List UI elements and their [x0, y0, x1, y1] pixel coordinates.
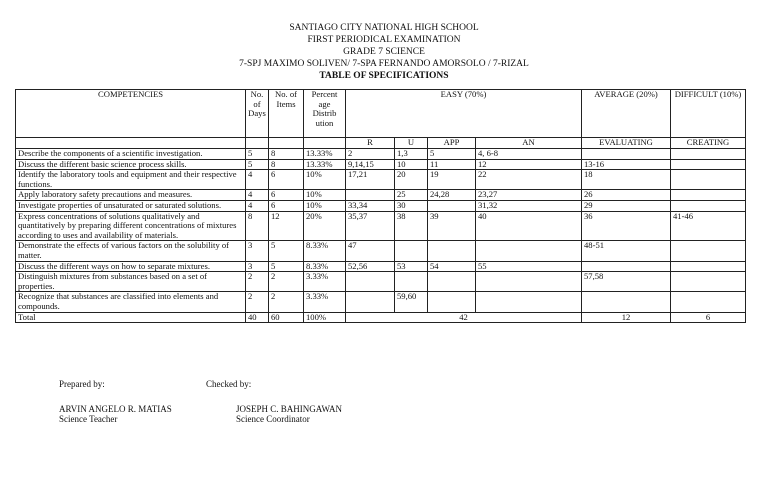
days-cell: 5 — [246, 159, 269, 170]
evaluating-cell: 57,58 — [582, 272, 671, 292]
creating-cell — [671, 261, 746, 272]
checked-by-name: JOSEPH C. BAHINGAWAN — [236, 404, 343, 414]
percent-cell: 10% — [304, 170, 346, 190]
creating-cell — [671, 190, 746, 201]
school-name: SANTIAGO CITY NATIONAL HIGH SCHOOL — [289, 23, 479, 33]
document-header — [0, 22, 768, 82]
competency-cell: Identify the laboratory tools and equipment and their respective functions. — [16, 170, 246, 190]
creating-cell — [671, 272, 746, 292]
days-cell: 4 — [246, 200, 269, 211]
analyzing-cell — [476, 292, 582, 312]
applying-cell — [428, 241, 476, 261]
days-cell: 3 — [246, 241, 269, 261]
prepared-by-label: Prepared by: — [59, 379, 105, 389]
table-row — [16, 272, 746, 292]
analyzing-cell: 12 — [476, 159, 582, 170]
total-items: 60 — [269, 312, 304, 323]
understanding-cell: 25 — [395, 190, 428, 201]
days-cell: 4 — [246, 170, 269, 190]
grade-level: GRADE 7 SCIENCE — [343, 47, 425, 57]
days-cell: 5 — [246, 149, 269, 160]
percent-cell: 3.33% — [304, 292, 346, 312]
items-cell: 8 — [269, 149, 304, 160]
percent-cell: 8.33% — [304, 261, 346, 272]
remembering-cell — [346, 292, 395, 312]
items-cell: 6 — [269, 190, 304, 201]
table-row — [16, 261, 746, 272]
applying-cell: 39 — [428, 211, 476, 241]
items-cell: 12 — [269, 211, 304, 241]
table-row — [16, 170, 746, 190]
specifications-table — [15, 89, 746, 323]
analyzing-cell — [476, 241, 582, 261]
evaluating-cell: 18 — [582, 170, 671, 190]
table-row — [16, 190, 746, 201]
remembering-cell: 33,34 — [346, 200, 395, 211]
total-percent: 100% — [304, 312, 346, 323]
exam-name: FIRST PERIODICAL EXAMINATION — [307, 35, 461, 45]
remembering-header: R — [346, 138, 395, 149]
creating-cell — [671, 170, 746, 190]
evaluating-cell: 29 — [582, 200, 671, 211]
analyzing-cell: 23,27 — [476, 190, 582, 201]
applying-header: APP — [428, 138, 476, 149]
competencies-header: COMPETENCIES — [16, 90, 246, 138]
days-cell: 8 — [246, 211, 269, 241]
document-title: TABLE OF SPECIFICATIONS — [319, 71, 449, 81]
understanding-cell: 10 — [395, 159, 428, 170]
creating-cell — [671, 200, 746, 211]
analyzing-cell: 55 — [476, 261, 582, 272]
days-header: No. of Days — [246, 90, 269, 138]
applying-cell — [428, 292, 476, 312]
percent-cell: 10% — [304, 200, 346, 211]
creating-header: CREATING — [671, 138, 746, 149]
days-cell: 4 — [246, 190, 269, 201]
analyzing-cell: 40 — [476, 211, 582, 241]
table-row — [16, 159, 746, 170]
understanding-cell: 1,3 — [395, 149, 428, 160]
analyzing-cell — [476, 272, 582, 292]
table-row — [16, 211, 746, 241]
applying-cell: 11 — [428, 159, 476, 170]
applying-cell — [428, 272, 476, 292]
easy-header: EASY (70%) — [346, 90, 582, 138]
competency-cell: Distinguish mixtures from substances based on a set of properties. — [16, 272, 246, 292]
remembering-cell: 17,21 — [346, 170, 395, 190]
items-cell: 2 — [269, 272, 304, 292]
creating-cell: 41-46 — [671, 211, 746, 241]
remembering-cell — [346, 190, 395, 201]
items-cell: 5 — [269, 261, 304, 272]
table-row — [16, 241, 746, 261]
competency-cell: Describe the components of a scientific investigation. — [16, 149, 246, 160]
remembering-cell: 47 — [346, 241, 395, 261]
competency-cell: Investigate properties of unsaturated or saturated solutions. — [16, 200, 246, 211]
percent-cell: 13.33% — [304, 149, 346, 160]
total-easy: 42 — [346, 312, 582, 323]
percent-cell: 8.33% — [304, 241, 346, 261]
applying-cell: 5 — [428, 149, 476, 160]
items-header: No. of Items — [269, 90, 304, 138]
applying-cell — [428, 200, 476, 211]
items-cell: 2 — [269, 292, 304, 312]
competency-cell: Discuss the different ways on how to separate mixtures. — [16, 261, 246, 272]
days-cell: 2 — [246, 272, 269, 292]
evaluating-header: EVALUATING — [582, 138, 671, 149]
table-subheader-row — [16, 138, 746, 149]
difficult-header: DIFFICULT (10%) — [671, 90, 746, 138]
total-days: 40 — [246, 312, 269, 323]
evaluating-cell — [582, 149, 671, 160]
analyzing-header: AN — [476, 138, 582, 149]
competency-cell: Discuss the different basic science process skills. — [16, 159, 246, 170]
evaluating-cell: 48-51 — [582, 241, 671, 261]
evaluating-cell: 26 — [582, 190, 671, 201]
items-cell: 5 — [269, 241, 304, 261]
evaluating-cell: 13-16 — [582, 159, 671, 170]
average-header: AVERAGE (20%) — [582, 90, 671, 138]
analyzing-cell: 22 — [476, 170, 582, 190]
percent-cell: 10% — [304, 190, 346, 201]
analyzing-cell: 31,32 — [476, 200, 582, 211]
understanding-cell — [395, 272, 428, 292]
evaluating-cell — [582, 261, 671, 272]
items-cell: 8 — [269, 159, 304, 170]
percent-cell: 20% — [304, 211, 346, 241]
percent-cell: 3.33% — [304, 272, 346, 292]
creating-cell — [671, 149, 746, 160]
competency-cell: Apply laboratory safety precautions and measures. — [16, 190, 246, 201]
total-row — [16, 312, 746, 323]
competency-cell: Express concentrations of solutions qualitatively and quantitatively by preparing different concentrations of mixtures according to uses and availability of materials. — [16, 211, 246, 241]
section-list: 7-SPJ MAXIMO SOLIVEN/ 7-SPA FERNANDO AMORSOLO / 7-RIZAL — [239, 59, 529, 69]
remembering-cell: 52,56 — [346, 261, 395, 272]
checked-by-title: Science Coordinator — [236, 414, 310, 424]
creating-cell — [671, 159, 746, 170]
applying-cell: 24,28 — [428, 190, 476, 201]
days-cell: 3 — [246, 261, 269, 272]
competency-cell: Recognize that substances are classified into elements and compounds. — [16, 292, 246, 312]
days-cell: 2 — [246, 292, 269, 312]
remembering-cell: 35,37 — [346, 211, 395, 241]
understanding-cell: 20 — [395, 170, 428, 190]
creating-cell — [671, 292, 746, 312]
table-body — [16, 149, 746, 313]
total-label: Total — [16, 312, 246, 323]
table-row — [16, 292, 746, 312]
percent-header: Percent age Distrib ution — [304, 90, 346, 138]
applying-cell: 54 — [428, 261, 476, 272]
understanding-cell: 38 — [395, 211, 428, 241]
table-row — [16, 200, 746, 211]
understanding-cell: 30 — [395, 200, 428, 211]
remembering-cell: 2 — [346, 149, 395, 160]
remembering-cell — [346, 272, 395, 292]
understanding-cell: 59,60 — [395, 292, 428, 312]
competency-cell: Demonstrate the effects of various factors on the solubility of matter. — [16, 241, 246, 261]
total-difficult: 6 — [671, 312, 746, 323]
creating-cell — [671, 241, 746, 261]
items-cell: 6 — [269, 200, 304, 211]
understanding-cell: 53 — [395, 261, 428, 272]
checked-by-label: Checked by: — [206, 379, 252, 389]
remembering-cell: 9,14,15 — [346, 159, 395, 170]
applying-cell: 19 — [428, 170, 476, 190]
understanding-header: U — [395, 138, 428, 149]
evaluating-cell — [582, 292, 671, 312]
table-row — [16, 149, 746, 160]
evaluating-cell: 36 — [582, 211, 671, 241]
percent-cell: 13.33% — [304, 159, 346, 170]
items-cell: 6 — [269, 170, 304, 190]
prepared-by-title: Science Teacher — [59, 414, 118, 424]
analyzing-cell: 4, 6-8 — [476, 149, 582, 160]
table-header-row — [16, 90, 746, 138]
understanding-cell — [395, 241, 428, 261]
prepared-by-name: ARVIN ANGELO R. MATIAS — [59, 404, 172, 414]
total-average: 12 — [582, 312, 671, 323]
